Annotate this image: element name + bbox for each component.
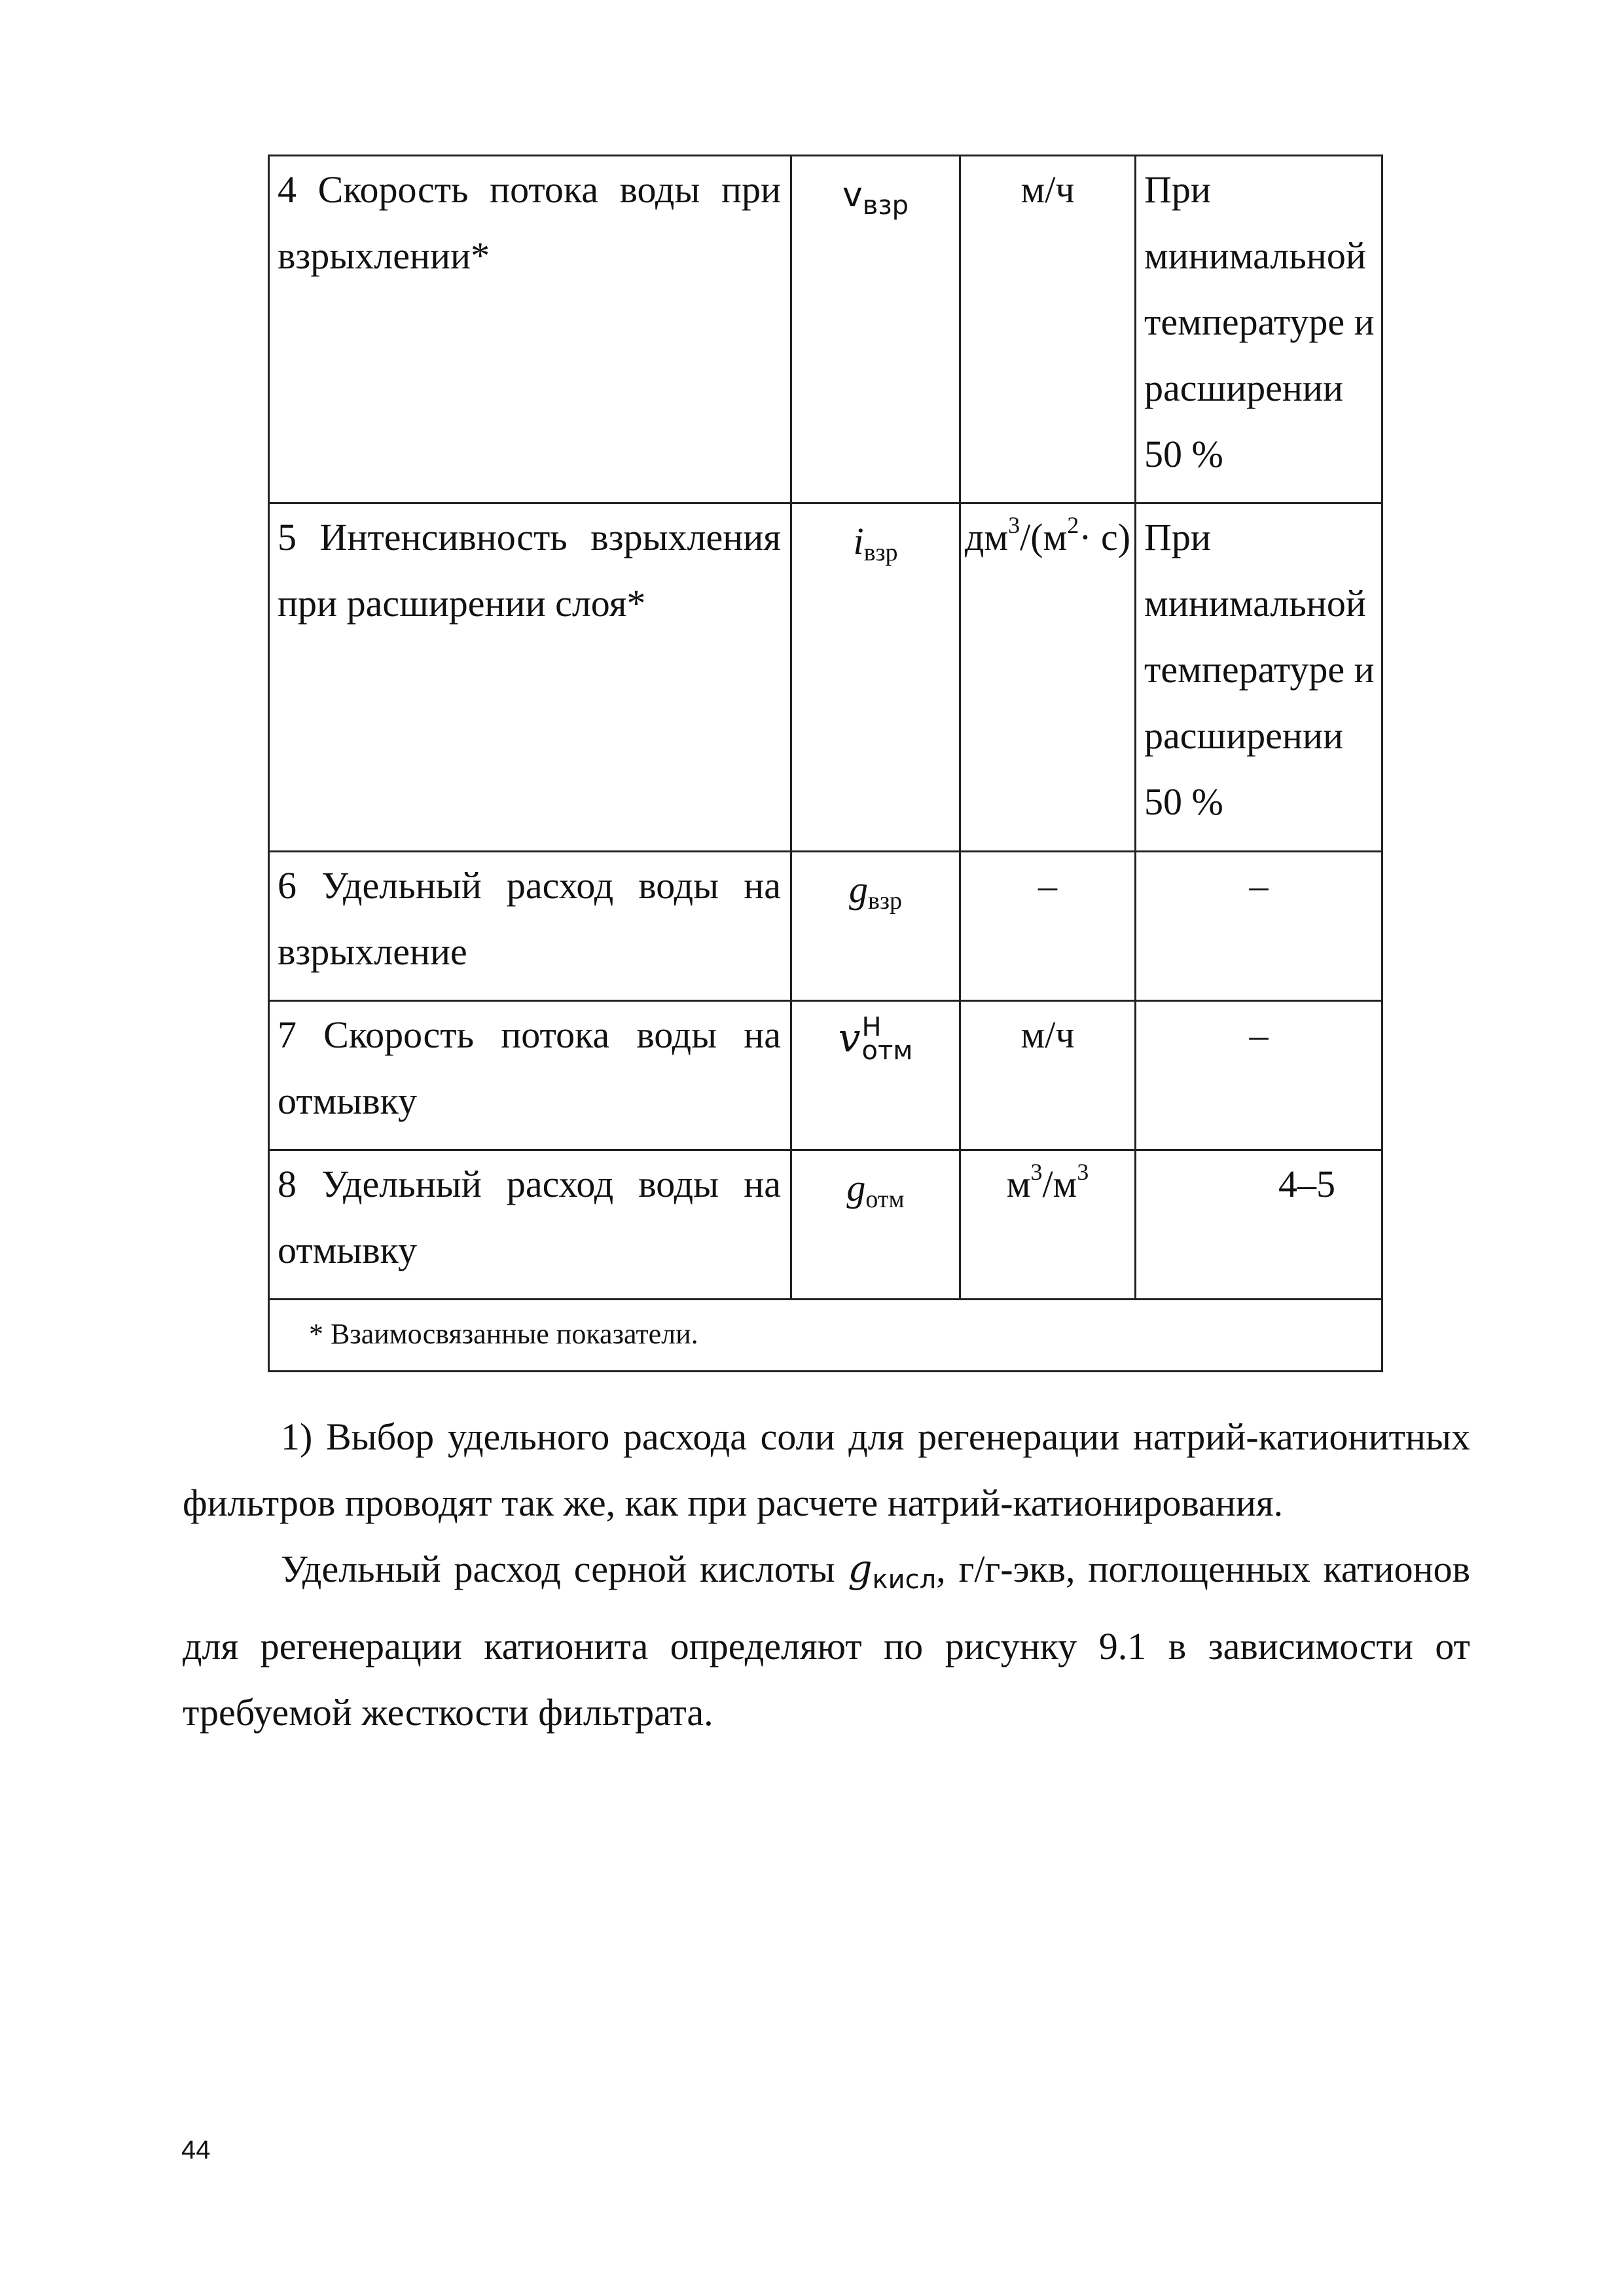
table-row (269, 503, 1382, 852)
param-unit-cell: м/ч (960, 156, 1136, 503)
param-unit-cell: $м^3/м^3$ (960, 1150, 1136, 1300)
param-symbol: gотм (846, 1167, 905, 1213)
param-note-cell: При минимальной температуре и расширении 50 % (1136, 503, 1382, 852)
paragraph-line: требуемой жесткости фильтрата. (183, 1691, 713, 1734)
param-symbol: gвзр (849, 868, 902, 915)
table-footnote: * Взаимосвязанные показатели. (269, 1300, 1382, 1372)
param-symbol-cell (791, 156, 960, 503)
param-unit-cell: $дм^3/(м^2\cdot с)$ (960, 503, 1136, 852)
param-name-line: при расширении слоя* (278, 582, 646, 625)
param-symbol: $v_{взр}$ (842, 175, 909, 221)
param-name-line: 6 Удельный расход воды на (278, 864, 781, 907)
page-number: 44 (181, 2136, 211, 2164)
math-symbol: g (848, 1546, 873, 1591)
param-name-cell (269, 1150, 791, 1300)
paragraph-line: для регенерации катионита определяют по рисунку 9.1 в зависимости от (183, 1625, 1470, 1667)
param-name-line: 7 Скорость потока воды на (278, 1013, 781, 1056)
param-note-cell: – (1136, 1001, 1382, 1150)
param-name-line: 4 Скорость потока воды при (278, 168, 781, 211)
param-unit-cell: – (960, 852, 1136, 1001)
param-name-line: отмывку (278, 1229, 417, 1271)
param-name-cell (269, 852, 791, 1001)
table-row (269, 156, 1382, 503)
param-symbol-cell (791, 503, 960, 852)
paragraph-1 (183, 1404, 1470, 1536)
paragraph-line: фильтров проводят так же, как при расчете натрий-катионирования. (183, 1482, 1284, 1524)
param-name-line: отмывку (278, 1080, 417, 1122)
table-footnote-row (269, 1300, 1382, 1372)
param-name-line: взрыхление (278, 930, 467, 973)
parameters-table (268, 155, 1383, 1372)
paragraph-2 (183, 1536, 1470, 1745)
param-name-cell (269, 1001, 791, 1150)
table-row (269, 1150, 1382, 1300)
param-note-cell: 4–5 (1136, 1150, 1382, 1300)
param-note-cell: – (1136, 852, 1382, 1001)
paragraph-line: Удельный расход серной кислоты gкисл, г/г-экв, поглощенных катионов (281, 1546, 1470, 1595)
table-row (269, 852, 1382, 1001)
param-symbol-cell (791, 1150, 960, 1300)
param-note-cell: При минимальной температуре и расширении 50 % (1136, 156, 1382, 503)
param-name-line: взрыхлении* (278, 234, 490, 277)
param-name-cell (269, 156, 791, 503)
table-row (269, 1001, 1382, 1150)
param-symbol-cell (791, 852, 960, 1001)
param-name-line: 5 Интенсивность взрыхления (278, 516, 781, 558)
param-symbol: v Н отм (838, 1011, 913, 1066)
param-symbol-cell (791, 1001, 960, 1150)
paragraph-line: 1) Выбор удельного расхода соли для регенерации натрий-катионитных (281, 1415, 1470, 1458)
param-name-line: 8 Удельный расход воды на (278, 1163, 781, 1205)
param-symbol: iвзр (853, 520, 898, 566)
param-name-cell (269, 503, 791, 852)
param-unit-cell: м/ч (960, 1001, 1136, 1150)
